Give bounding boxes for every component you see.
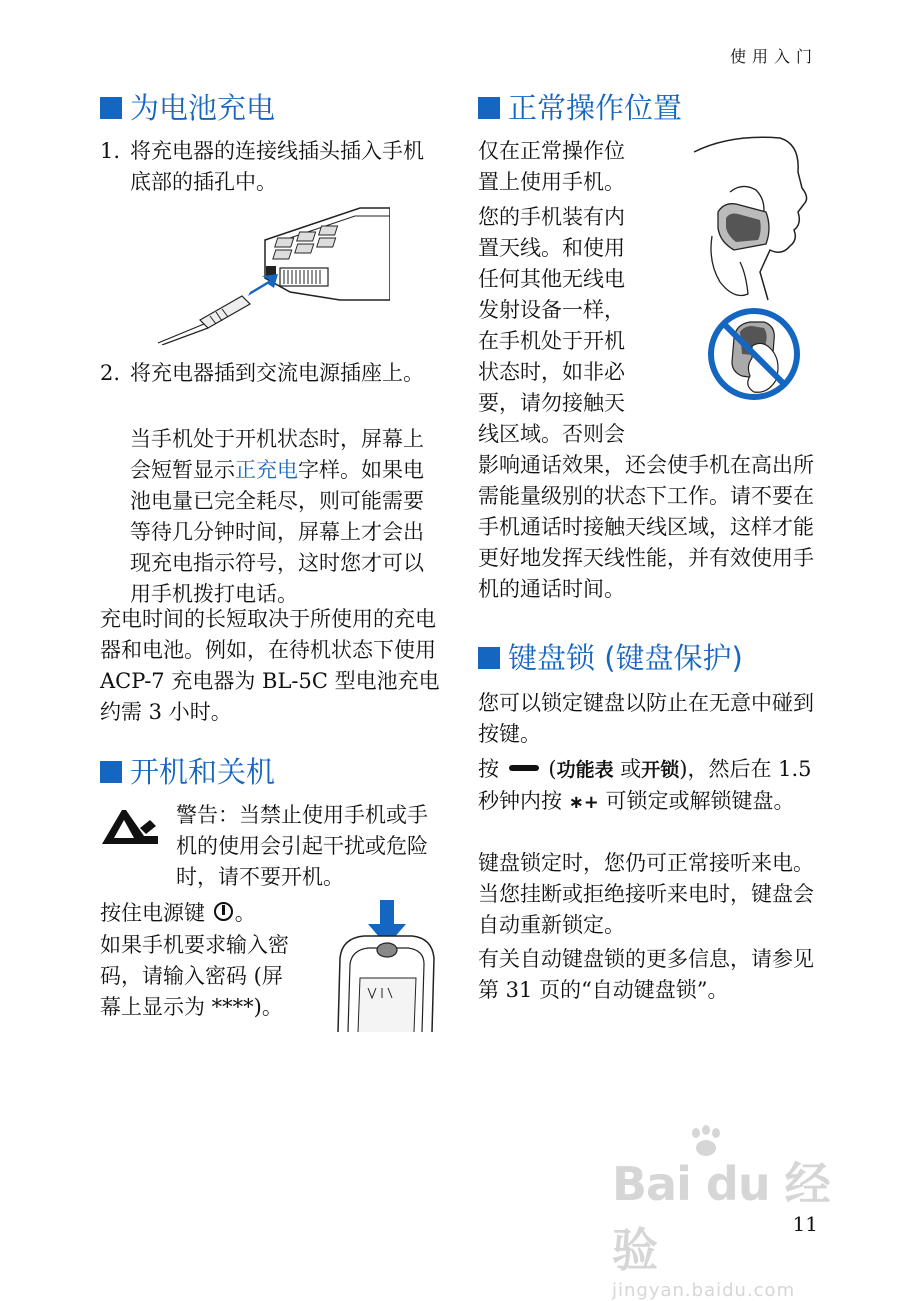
baidu-jingyan-watermark: Bai du 经验 jingyan.baidu.com: [612, 1148, 842, 1301]
keylock-intro: 您可以锁定键盘以防止在无意中碰到按键。: [478, 691, 814, 746]
section-title-position: 正常操作位置: [478, 94, 682, 123]
power-key-icon: [214, 902, 233, 921]
section-title-charging: 为电池充电: [100, 94, 275, 123]
power-hold-instruction: 按住电源键 。: [100, 901, 256, 925]
page-number: 11: [792, 1212, 818, 1236]
charging-step-1: 1. 将充电器的连接线插头插入手机底部的插孔中。: [100, 139, 424, 194]
head-with-phone-illustration: [690, 132, 814, 302]
blue-square-icon: [478, 97, 500, 119]
blue-square-icon: [478, 647, 500, 669]
blue-square-icon: [100, 761, 122, 783]
pin-code-info: 如果手机要求输入密码，请输入密码 (屏幕上显示为 ****)。: [100, 933, 289, 1019]
section-title-power: 开机和关机: [100, 758, 275, 787]
antenna-info-rest: 影响通话效果，还会使手机在高出所需能量级别的状态下工作。请不要在手机通话时接触天线区域，这样才能更好地发挥天线性能，并有效使用手机的通话时间。: [478, 453, 814, 601]
paw-icon: [688, 1128, 722, 1158]
charging-step-2: 2. 将充电器插到交流电源插座上。: [100, 361, 424, 385]
star-key-icon: ∗+: [568, 792, 599, 813]
do-not-touch-antenna-icon: [706, 306, 802, 402]
position-intro: 仅在正常操作位 置上使用手机。: [478, 139, 625, 194]
charging-status-text: 正充电: [235, 458, 298, 482]
keylock-locked-info: 键盘锁定时，您仍可正常接听来电。当您挂断或拒绝接听来电时，键盘会自动重新锁定。: [478, 851, 814, 937]
keylock-instruction: 按 (功能表 或开锁)，然后在 1.5 秒钟内按 ∗+ 可锁定或解锁键盘。: [478, 757, 812, 813]
warning-icon: [100, 806, 160, 846]
blue-square-icon: [100, 97, 122, 119]
section-title-keylock: 键盘锁 (键盘保护): [478, 644, 743, 673]
page-header: 使用入门: [729, 47, 818, 66]
selection-key-icon: [509, 765, 539, 771]
power-warning: 警告：当禁止使用手机或手机的使用会引起干扰或危险时，请不要开机。: [176, 803, 428, 889]
charging-note: 当手机处于开机状态时，屏幕上会短暂显示正充电字样。如果电池电量已完全耗尽，则可能需要等待几分钟时间，屏幕上才会出现充电指示符号，这时您才可以用手机拨打电话。: [130, 427, 424, 606]
charging-time-info: 充电时间的长短取决于所使用的充电器和电池。例如，在待机状态下使用 ACP-7 充电器为 BL-5C 型电池充电约需 3 小时。: [100, 607, 440, 724]
antenna-info-lines: 您的手机装有内 置天线。和使用 任何其他无线电 发射设备一样， 在手机处于开机 状态时，如非必 要，请勿接触天 线区域。否则会: [478, 205, 625, 446]
charger-plug-illustration: [150, 200, 390, 345]
keylock-more-info: 有关自动键盘锁的更多信息，请参见第 31 页的“自动键盘锁”。: [478, 947, 814, 1002]
phone-power-key-illustration: [334, 898, 438, 1032]
